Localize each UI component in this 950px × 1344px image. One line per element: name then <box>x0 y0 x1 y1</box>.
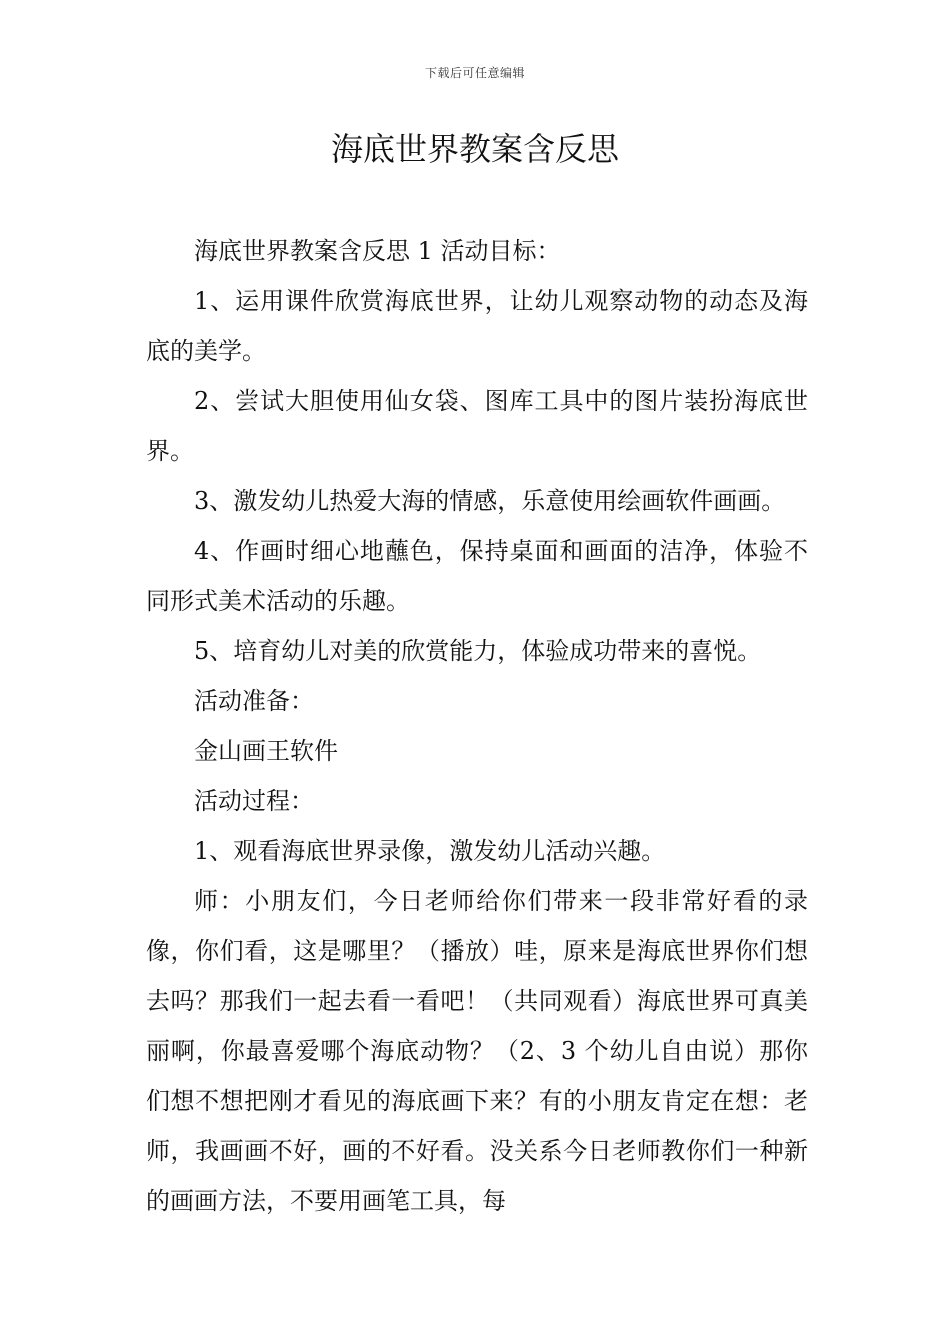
paragraph-1: 海底世界教案含反思 1 活动目标： <box>194 237 561 265</box>
header-note: 下载后可任意编辑 <box>424 66 525 80</box>
document-title: 海底世界教案含反思 <box>330 130 619 168</box>
paragraph-5: 4、作画时细心地蘸色，保持桌面和画面的洁净，体验不同形式美术活动的乐趣。 <box>146 537 808 615</box>
paragraph-11: 师：小朋友们，今日老师给你们带来一段非常好看的录像，你们看，这是哪里？（播放）哇，原来是海底世界你们想去吗？那我们一起去看一看吧！（共同观看）海底世界可真美丽啊，你最喜爱哪个海底动物？（2、3 个幼儿自由说）那你们想不想把刚才看见的海底画下来？有的小朋友肯定在想：老师，我画画不好，画的不好看。没关系今日老师教你们一种新的画画方法，不要用画笔工具，每 <box>146 887 808 1215</box>
paragraph-3: 2、尝试大胆使用仙女袋、图库工具中的图片装扮海底世界。 <box>146 387 808 465</box>
paragraph-9: 活动过程： <box>194 787 314 815</box>
paragraph-4: 3、激发幼儿热爱大海的情感，乐意使用绘画软件画画。 <box>194 487 786 515</box>
paragraph-10: 1、观看海底世界录像，激发幼儿活动兴趣。 <box>194 837 666 865</box>
paragraph-7: 活动准备： <box>194 687 314 715</box>
document-body <box>146 226 808 1226</box>
paragraph-8: 金山画王软件 <box>194 737 338 765</box>
paragraph-2: 1、运用课件欣赏海底世界，让幼儿观察动物的动态及海底的美学。 <box>146 287 808 365</box>
paragraph-6: 5、培育幼儿对美的欣赏能力，体验成功带来的喜悦。 <box>194 637 762 665</box>
